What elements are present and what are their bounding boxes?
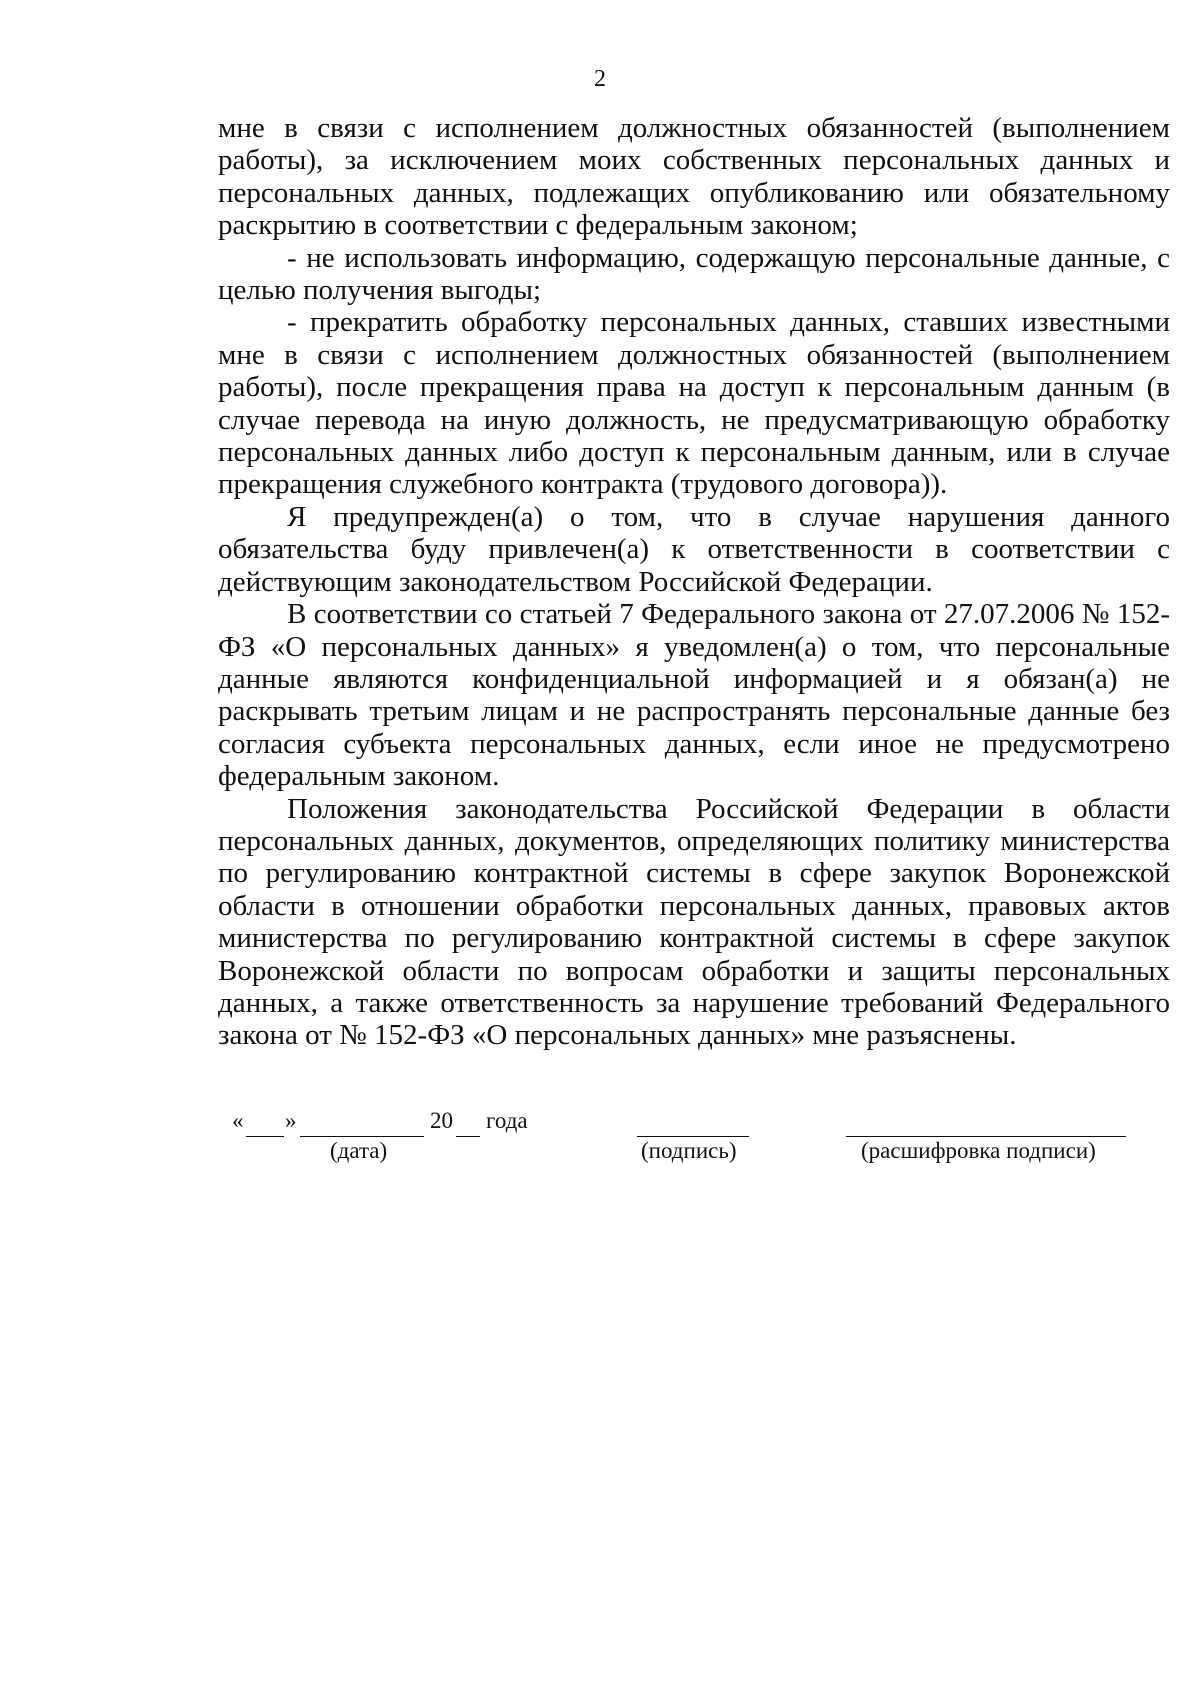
month-blank: [300, 1114, 424, 1137]
signature-caption: (подпись): [641, 1138, 737, 1163]
paragraph-1: мне в связи с исполнением должностных обязанностей (выполнением работы), за исключением моих собственных персональных данных и персональных данных, подлежащих опубликованию или обязательному раскрытию в соответствии с федеральным законом;: [218, 112, 1170, 242]
document-body: [218, 112, 1170, 1052]
paragraph-6: Положения законодательства Российской Федерации в области персональных данных, документов, определяющих политику министерства по регулированию контрактной системы в сфере закупок Воронежской области в отношении обработки персональных данных, правовых актов министерства по регулированию контрактной системы в сфере закупок Воронежской области по вопросам обработки и защиты персональных данных, а также ответственность за нарушение требований Федерального закона от № 152-ФЗ «О персональных данных» мне разъяснены.: [218, 792, 1170, 1052]
signature-block: [0, 1108, 1200, 1178]
year-blank: [456, 1114, 480, 1137]
year-prefix: 20: [430, 1108, 453, 1133]
date-caption: (дата): [330, 1138, 388, 1163]
page-number: 2: [594, 66, 606, 92]
paragraph-3: - прекратить обработку персональных данных, ставших известными мне в связи с исполнением должностных обязанностей (выполнением работы), после прекращения права на доступ к персональным данным (в случае перевода на иную должность, не предусматривающую обработку персональных данных либо доступ к персональным данным, или в случае прекращения служебного контракта (трудового договора)).: [218, 306, 1170, 501]
signature-blank: [637, 1114, 749, 1137]
date-open-quote: «: [232, 1108, 244, 1133]
paragraph-2: - не использовать информацию, содержащую персональные данные, с целью получения выгоды;: [218, 241, 1170, 307]
signature-decoding-blank: [846, 1114, 1126, 1137]
day-blank: [246, 1114, 284, 1137]
paragraph-5: В соответствии со статьей 7 Федерального закона от 27.07.2006 № 152-ФЗ «О персональных данных» я уведомлен(а) о том, что персональные данные являются конфиденциальной информацией и я обязан(а) не раскрывать третьим лицам и не распространять персональные данные без согласия субъекта персональных данных, если иное не предусмотрено федеральным законом.: [218, 598, 1170, 793]
year-suffix: года: [486, 1108, 528, 1133]
paragraph-4: Я предупрежден(а) о том, что в случае нарушения данного обязательства буду привлечен(а) к ответственности в соответствии с действующим законодательством Российской Федерации.: [218, 500, 1170, 598]
decoding-caption: (расшифровка подписи): [861, 1138, 1096, 1163]
date-close-quote: »: [285, 1108, 297, 1133]
